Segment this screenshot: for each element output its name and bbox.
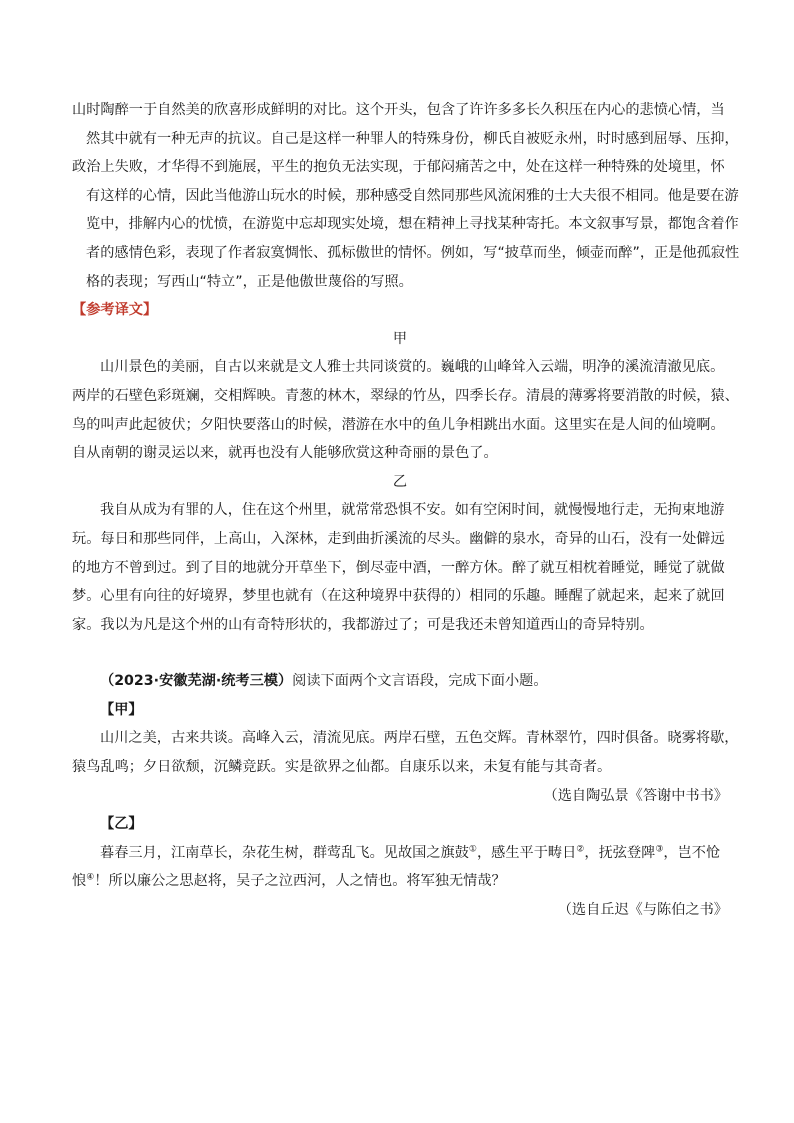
translation-line: 梦。心里有向往的好境界，梦里也就有（在这种境界中获得的）相同的乐趣。睡醒了就起来，起来了就回	[72, 588, 725, 605]
question-header	[72, 667, 728, 696]
translation-line: 我自从成为有罪的人，住在这个州里，就常常恐惧不安。如有空闲时间，就慢慢地行走，无拘束地游	[100, 502, 725, 519]
section-title-jia: 甲	[392, 330, 408, 347]
analysis-line: 山时陶醉一于自然美的欣喜形成鲜明的对比。这个开头，包含了许许多多长久积压在内心的悲愤心情，当	[72, 102, 725, 118]
translation-line: 家。我以为凡是这个州的山有奇特形状的，我都游过了；可是我还未曾知道西山的奇异特别。	[72, 616, 654, 633]
passage-yi-label: 【乙】	[100, 816, 143, 833]
question-prompt: 阅读下面两个文言语段，完成下面小题。	[292, 673, 548, 690]
passage-line: 山川之美，古来共谈。高峰入云，清流见底。两岸石壁，五色交辉。青林翠竹，四时俱备。晓雾将歇，	[100, 730, 739, 747]
analysis-line: 有这样的心情，因此当他游山玩水的时候，那种感受自然同那些风流闲雅的士大夫很不相同。他是要在游	[86, 187, 739, 204]
translation-line: 山川景色的美丽，自古以来就是文人雅士共同谈赏的。巍峨的山峰耸入云端，明净的溪流清澈见底。	[100, 359, 725, 376]
translation-jia	[72, 353, 739, 467]
translation-line: 的地方不曾到过。到了目的地就分开草坐下，倒尽壶中酒，一醉方休。醉了就互相枕着睡觉，睡觉了就做	[72, 559, 725, 576]
passage-jia-label: 【甲】	[100, 701, 143, 718]
footnote-marker: ④	[86, 872, 95, 883]
analysis-line: 览中，排解内心的忧愤，在游览中忘却现实处境，想在精神上寻找某种寄托。本文叙事写景，都饱含着作	[86, 216, 739, 233]
analysis-paragraph	[72, 96, 740, 296]
reference-translation-label: 【参考译文】	[72, 302, 158, 319]
passage-yi	[72, 839, 728, 896]
passage-text: 暮春三月，江南草长，杂花生树，群莺乱飞。见故国之旗鼓	[100, 844, 469, 861]
passage-text: ！所以廉公之思赵将，吴子之泣西河，人之情也。将军独无情哉？	[94, 873, 506, 890]
translation-yi	[72, 496, 728, 639]
translation-line: 鸟的叫声此起彼伏；夕阳快要落山的时候，潜游在水中的鱼儿争相跳出水面。这里实在是人间的仙境啊。	[72, 416, 725, 433]
passage-line	[72, 839, 728, 868]
translation-line: 自从南朝的谢灵运以来，就再也没有人能够欣赏这种奇丽的景色了。	[72, 445, 498, 462]
footnote-marker: ②	[576, 844, 585, 855]
analysis-line: 格的表现；写西山“特立”，正是他傲世蔑俗的写照。	[86, 273, 413, 290]
passage-text: 悢	[72, 873, 87, 890]
analysis-line: 政治上失败，才华得不到施展，平生的抱负无法实现，于郁闷痛苦之中，处在这样一种特殊的处境里，怀	[72, 159, 725, 176]
document-content	[72, 96, 740, 925]
footnote-marker: ③	[655, 844, 664, 855]
translation-line: 玩。每日和那些同伴，上高山，入深林，走到曲折溪流的尽头。幽僻的泉水，奇异的山石，没有一处僻远	[72, 530, 725, 547]
passage-text: ，抚弦登陴	[584, 844, 656, 861]
translation-line: 两岸的石壁色彩斑斓，交相辉映。青葱的林木，翠绿的竹丛，四季长存。清晨的薄雾将要消散的时候，猿、	[72, 387, 739, 404]
passage-yi-source: （选自丘迟《与陈伯之书》	[557, 902, 728, 919]
passage-line: 猿鸟乱鸣；夕日欲颓，沉鳞竞跃。实是欲界之仙都。自康乐以来，未复有能与其奇者。	[72, 759, 612, 776]
analysis-line: 然其中就有一种无声的抗议。自己是这样一种罪人的特殊身份，柳氏自被贬永州，时时感到屈辱、压抑，	[86, 130, 739, 147]
section-title-yi: 乙	[392, 473, 408, 490]
passage-text: ，感生平于畴日	[476, 844, 577, 861]
question-source-tag: （2023·安徽芜湖·统考三模）	[100, 673, 293, 690]
passage-jia	[72, 724, 739, 781]
footnote-marker: ①	[468, 844, 477, 855]
analysis-line: 者的感情色彩，表现了作者寂寞惆怅、孤标傲世的情怀。例如，写“披草而坐，倾壶而醉”，正是他孤寂性	[86, 244, 740, 261]
passage-text: ，岂不怆	[663, 844, 721, 861]
passage-jia-source: （选自陶弘景《答谢中书书》	[543, 787, 728, 804]
passage-line	[72, 867, 728, 896]
